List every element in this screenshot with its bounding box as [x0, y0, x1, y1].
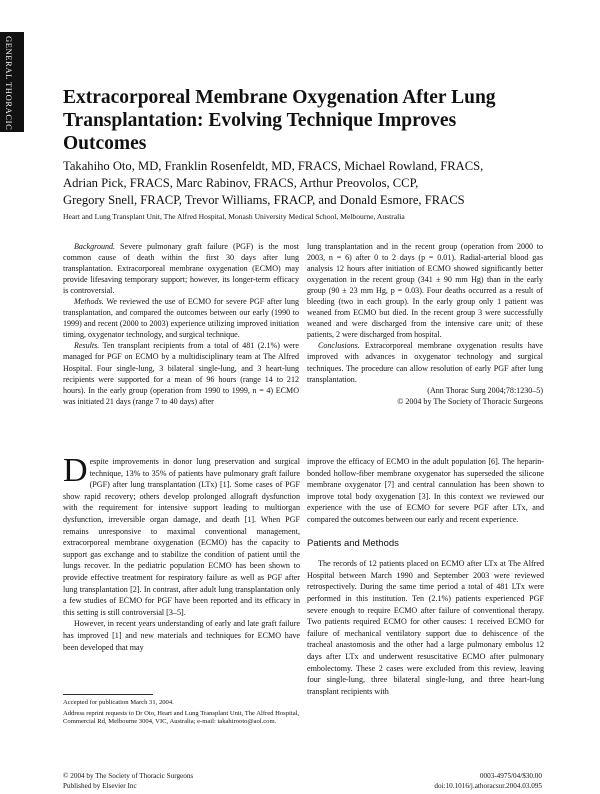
- abstract-conclusions: [307, 340, 543, 384]
- author-list: [63, 158, 483, 209]
- reprint-address: Address reprint requests to Dr Oto, Heart and Lung Transplant Unit, The Alfred Hospital, Commercial Rd, Melbourne 3004, VIC, Australia; e-mail: takahirooto@aol.com.: [63, 709, 300, 726]
- results-text: Ten transplant recipients from a total of 481 (2.1%) were managed for PGF on ECMO by a multidisciplinary team at The Alfred Hospital. Four single-lung, 3 bilateral single-lung, and 3 heart-lung recipients were supported for a mean of 96 hours (range 14 to 212 hours). In the early group (operation from 1990 to 1999, n = 4) ECMO was initiated 21 days (range 7 to 40 days) after: [63, 341, 299, 406]
- section-heading: Patients and Methods: [307, 537, 399, 549]
- intro-paragraph-3: improve the efficacy of ECMO in the adult population [6]. The heparin-bonded hollow-fiber membrane oxygenator has superseded the silicone membrane oxygenator [7] and central cannulation has been shown to improve total body oxygenation [3]. In this context we reviewed our experience with the use of ECMO for severe PGF after LTx, and compared the outcomes between our early and recent experience.: [307, 457, 544, 524]
- conclusions-text: Extracorporeal membrane oxygenation results have improved with advances in oxygenator technology and surgical techniques. The procedure can allow resolution of early PGF after lung transplantation.: [307, 341, 543, 384]
- intro-paragraph-1: [63, 452, 300, 618]
- footer-issn: 0003-4975/04/$30.00: [479, 772, 542, 780]
- section-tab: [0, 32, 24, 132]
- title-line: Extracorporeal Membrane Oxygenation After Lung: [63, 87, 496, 108]
- abstract-methods: [63, 296, 299, 340]
- abstract-results: [63, 340, 299, 406]
- drop-cap: D: [63, 452, 88, 489]
- intro-text-1: espite improvements in donor lung preservation and surgical technique, 13% to 35% of patients have pulmonary graft failure (PGF) after lung transplantation (LTx) [1]. Some cases of PGF show rapid recovery; others develop prolonged allograft dysfunction with the requirement for intensive support leading to multiorgan dysfunction, irreversible organ damage, and death [1]. When PGF remains unresponsive to maximal conventional management, extracorporeal membrane oxygenation (ECMO) has the capacity to support gas exchange and to stabilize the condition of patient until the lungs recover. In the pediatric population ECMO has been shown to provide effective treatment for respiratory failure as well as PGF after lung transplantation [2]. In contrast, after adult lung transplantation only a few studies of ECMO for PGF have been reported and its efficacy in this setting is still controversial [3–5].: [63, 457, 300, 617]
- methods-text: We reviewed the use of ECMO for severe PGF after lung transplantation, and compared the outcomes between our early (1990 to 1999) and recent (2000 to 2003) experience utilizing improved initiation timing, oxygenator technology, and surgical technique.: [63, 297, 299, 340]
- footer-left: [63, 772, 193, 791]
- title-line: Transplantation: Evolving Technique Improves: [63, 110, 457, 131]
- author-line: Takahiho Oto, MD, Franklin Rosenfeldt, MD, FRACS, Michael Rowland, FRACS,: [63, 159, 484, 173]
- body-left-column: [63, 452, 300, 653]
- methods-paragraph-1: The records of 12 patients placed on ECMO after LTx at The Alfred Hospital between March 1990 and September 2003 were reviewed retrospectively. During the same time period a total of 481 LTx were performed in this institution. Ten (2.1%) patients experienced PGF severe enough to require ECMO after failure of conventional therapy. Two patients required ECMO for other causes: 1 received ECMO for failure of mechanical ventilatory support due to dehiscence of the tracheal anastomosis and the other had a large pulmonary embolus 12 days after LTx and underwent resuscitative ECMO after pulmonary embolectomy. These 2 cases were excluded from this review, leaving four single-lung, three bilateral single-lung, and three heart-lung transplant recipients with: [307, 559, 544, 696]
- abstract-background: [63, 241, 299, 296]
- author-line: Gregory Snell, FRACP, Trevor Williams, FRACP, and Donald Esmore, FRACS: [63, 193, 465, 207]
- abstract-results-continued: lung transplantation and in the recent group (operation from 2000 to 2003, n = 6) after 0 to 2 days (p = 0.01). Radial-arterial blood gas analysis 12 hours after initiation of ECMO showed significantly better oxygenation in the recent group (341 ± 90 mm Hg) than in the early group (90 ± 23 mm Hg, p = 0.03). Four deaths occurred as a result of bleeding (two in each group). In the early group only 1 patient was weaned from ECMO but died. In the recent group 3 were successfully weaned and were discharged from the intensive care unit; of these patients, 2 were discharged from hospital.: [307, 242, 543, 340]
- methods-label: Methods.: [74, 297, 104, 307]
- footnotes: [63, 699, 300, 729]
- footer-right: [434, 772, 542, 791]
- footer-publisher: Published by Elsevier Inc: [63, 781, 137, 790]
- intro-paragraph-2: However, in recent years understanding of early and late graft failure has improved [1] and new materials and techniques for ECMO have been developed that may: [63, 619, 300, 652]
- background-label: Background.: [74, 242, 116, 251]
- body-right-column: [307, 456, 544, 697]
- section-tab-label: GENERAL THORACIC: [4, 36, 14, 131]
- footnote-divider: [63, 694, 153, 695]
- conclusions-label: Conclusions.: [318, 341, 360, 351]
- background-text: Severe pulmonary graft failure (PGF) is the most common cause of death within the first 30 days after lung transplantation. Extracorporeal membrane oxygenation (ECMO) may provide lifesaving temporary support; however, its longer-term efficacy is controversial.: [63, 242, 299, 296]
- article-title: [63, 86, 543, 155]
- author-line: Adrian Pick, FRACS, Marc Rabinov, FRACS, Arthur Preovolos, CCP,: [63, 176, 419, 190]
- footer-copyright: © 2004 by The Society of Thoracic Surgeons: [63, 772, 194, 780]
- accepted-date: Accepted for publication March 31, 2004.: [63, 699, 174, 706]
- abstract-copyright: © 2004 by The Society of Thoracic Surgeons: [397, 396, 543, 406]
- footer-doi: doi:10.1016/j.athoracsur.2004.03.095: [434, 781, 542, 790]
- journal-citation: (Ann Thorac Surg 2004;78:1230–5): [427, 385, 543, 395]
- title-line: Outcomes: [63, 133, 147, 154]
- affiliation: Heart and Lung Transplant Unit, The Alfred Hospital, Monash University Medical School, Melbourne, Australia: [63, 212, 405, 221]
- abstract-left-column: [63, 241, 299, 407]
- abstract-right-column: [307, 241, 543, 407]
- results-label: Results.: [74, 341, 100, 351]
